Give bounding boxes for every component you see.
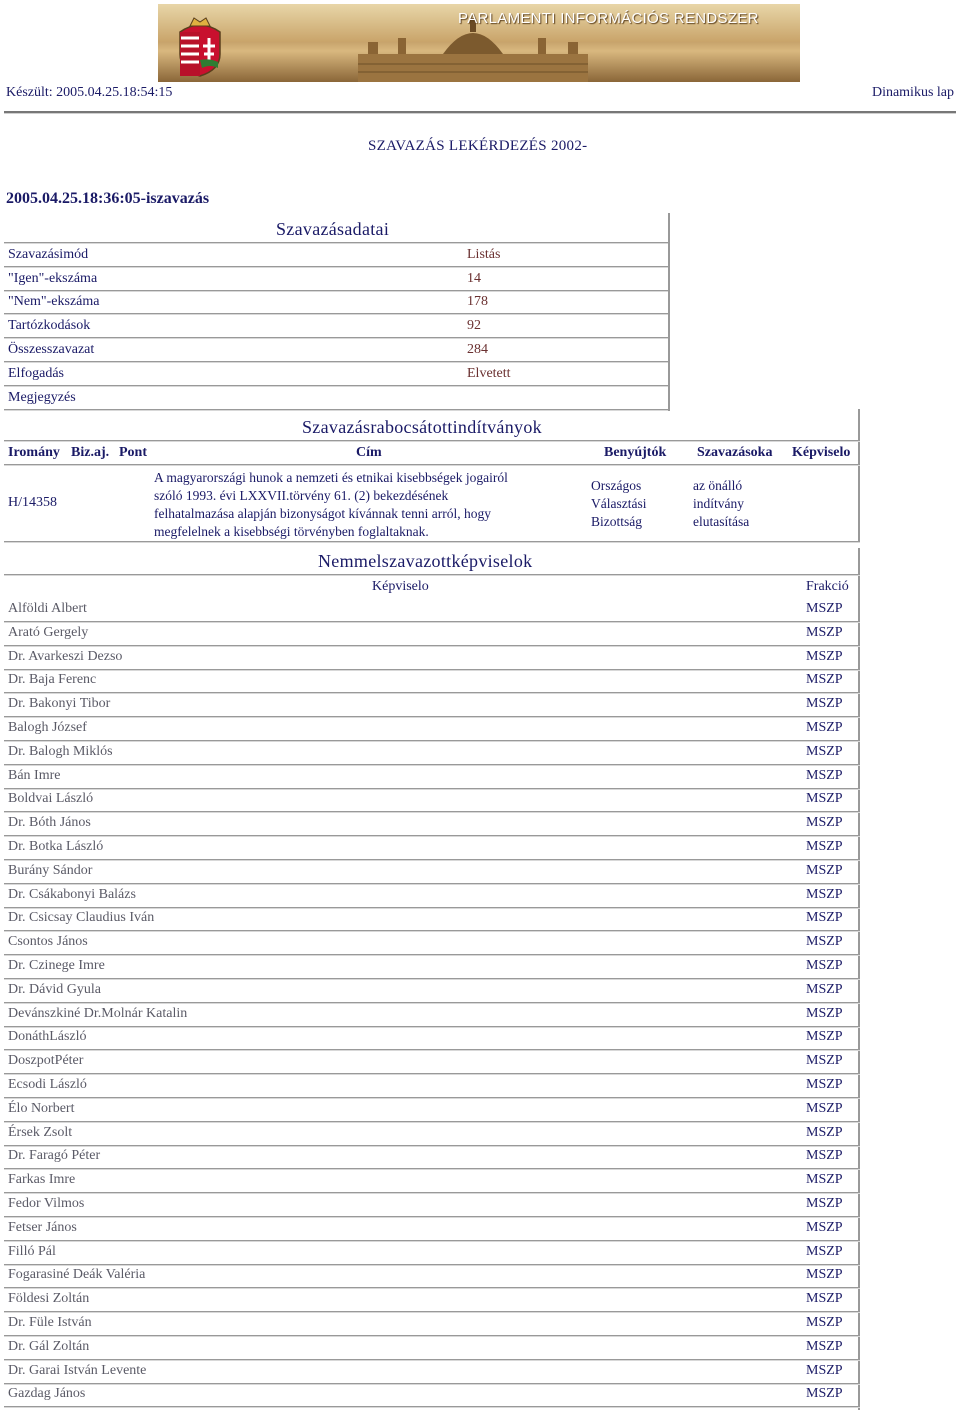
faction-label: MSZP [806,1291,843,1306]
row-divider [4,1049,860,1051]
row-divider [4,1406,860,1408]
vote-field-value: Elvetett [467,366,511,381]
vote-field-value: Listás [467,247,501,262]
faction-label: MSZP [806,1315,843,1330]
faction-label: MSZP [806,839,843,854]
representative-name[interactable]: Dr. Dávid Gyula [8,982,101,997]
faction-label: MSZP [806,934,843,949]
submitter-line: Országos [591,478,642,493]
faction-label: MSZP [806,1148,843,1163]
no-voters-title: Nemmelszavazottképviselok [318,551,533,571]
representative-name[interactable]: Bán Imre [8,768,61,783]
faction-label: MSZP [806,1006,843,1021]
representative-name[interactable]: Dr. Balogh Miklós [8,744,113,759]
row-divider [4,883,860,885]
vote-field-label: Tartózkodások [8,318,91,333]
row-divider [4,645,860,647]
col-cim: Cím [356,445,382,460]
site-banner [158,4,800,82]
faction-label: MSZP [806,744,843,759]
faction-label: MSZP [806,887,843,902]
vote-field-value: 178 [467,294,488,309]
vote-row-divider [4,385,668,387]
reason-line: indítvány [693,496,744,511]
no-voters-divider [4,574,860,576]
motions-header-top-line [4,440,860,442]
faction-label: MSZP [806,1220,843,1235]
vote-row-divider [4,361,668,363]
representative-name[interactable]: Arató Gergely [8,625,89,640]
col-kepviselo: Képviselo [792,445,851,460]
vote-row-divider [4,409,668,411]
representative-name[interactable]: Dr. Csicsay Claudius Iván [8,910,155,925]
submitter-line: Választási [591,496,647,511]
row-divider [4,1287,860,1289]
faction-label: MSZP [806,1053,843,1068]
banner-title: PARLAMENTI INFORMÁCIÓS RENDSZER [458,10,759,27]
faction-label: MSZP [806,1172,843,1187]
motions-header-bottom-line [4,464,860,466]
faction-label: MSZP [806,768,843,783]
row-divider [4,716,860,718]
row-divider [4,764,860,766]
faction-label: MSZP [806,958,843,973]
representative-name[interactable]: Dr. Faragó Péter [8,1148,101,1163]
representative-name[interactable]: Dr. Czinege Imre [8,958,105,973]
vote-data-title: Szavazásadatai [276,219,390,239]
reason-line: elutasítása [693,514,750,529]
representative-name[interactable]: DoszpotPéter [8,1053,84,1068]
representative-name[interactable]: Dr. Bóth János [8,815,91,830]
col-faction: Frakció [806,579,849,594]
motion-submitters [591,477,646,531]
faction-label: MSZP [806,910,843,925]
faction-label: MSZP [806,1363,843,1378]
reason-line: az önálló [693,478,743,493]
representative-name[interactable]: Balogh József [8,720,87,735]
row-divider [4,907,860,909]
representative-name[interactable]: Filló Pál [8,1244,56,1259]
faction-label: MSZP [806,863,843,878]
faction-label: MSZP [806,649,843,664]
col-benyujtok: Benyújtók [604,445,667,460]
row-divider [4,621,860,623]
motion-reason [693,477,749,531]
vote-field-label: Megjegyzés [8,390,76,405]
row-divider [4,978,860,980]
row-divider [4,1359,860,1361]
faction-label: MSZP [806,815,843,830]
faction-label: MSZP [806,601,843,616]
row-divider [4,1240,860,1242]
created-timestamp: Készült: 2005.04.25.18:54:15 [6,85,173,100]
parliament-building-icon [358,18,588,82]
representative-name[interactable]: Farkas Imre [8,1172,76,1187]
motions-bottom-line [4,541,860,543]
row-divider [4,1264,860,1266]
motions-table-right-border [858,409,860,543]
vote-row-divider [4,337,668,339]
submitter-line: Bizottság [591,514,642,529]
motion-title-line: A magyarországi hunok a nemzeti és etnikai kisebbségek jogairól [154,470,508,485]
vote-field-value: 14 [467,271,481,286]
faction-label: MSZP [806,1077,843,1092]
vote-row-divider [4,313,668,315]
vote-row-divider [4,266,668,268]
vote-field-label: "Igen"-ekszáma [8,271,98,286]
col-iromany: Iromány [8,445,60,460]
motion-title [154,469,508,541]
motion-iromany-link[interactable]: H/14358 [8,495,57,510]
representative-name[interactable]: Dr. Csákabonyi Balázs [8,887,136,902]
representative-name[interactable]: Gazdag János [8,1386,86,1401]
col-biz-aj: Biz.aj. [71,445,110,460]
representative-name[interactable]: Devánszkiné Dr.Molnár Katalin [8,1006,188,1021]
vote-table-right-border [668,213,670,411]
representative-name[interactable]: Boldvai László [8,791,94,806]
row-divider [4,692,860,694]
faction-label: MSZP [806,1196,843,1211]
row-divider [4,740,860,742]
col-representative: Képviselo [372,579,429,594]
row-divider [4,1383,860,1385]
vote-field-label: Elfogadás [8,366,64,381]
representative-name[interactable]: Dr. Avarkeszi Dezso [8,649,123,664]
faction-label: MSZP [806,1101,843,1116]
motion-title-line: szóló 1993. évi LXXVII.törvény 61. (2) bekezdésének [154,488,449,503]
representative-name[interactable]: Érsek Zsolt [8,1125,73,1140]
faction-label: MSZP [806,1029,843,1044]
col-szavazas-oka: Szavazásoka [697,445,773,460]
vote-field-value: 284 [467,342,488,357]
faction-label: MSZP [806,625,843,640]
representative-name[interactable]: Dr. Bakonyi Tibor [8,696,111,711]
row-divider [4,930,860,932]
representative-name[interactable]: Fedor Vilmos [8,1196,85,1211]
vote-row-divider [4,290,668,292]
dynamic-page-link[interactable]: Dinamikus lap [871,85,954,100]
row-divider [4,1026,860,1028]
faction-label: MSZP [806,791,843,806]
faction-label: MSZP [806,672,843,687]
representative-name[interactable]: Dr. Gál Zoltán [8,1339,90,1354]
row-divider [4,1002,860,1004]
header-separator [4,111,956,114]
vote-field-label: Szavazásimód [8,247,89,262]
vote-field-label: Összesszavazat [8,342,95,357]
page-title: SZAVAZÁS LEKÉRDEZÉS 2002- [368,138,588,154]
row-divider [4,1073,860,1075]
representative-name[interactable]: Csontos János [8,934,88,949]
row-divider [4,1097,860,1099]
representative-name[interactable]: Dr. Garai István Levente [8,1363,147,1378]
motion-title-line: felhatalmazása alapján bizonyságot kívánnak tenni arról, hogy [154,506,491,521]
row-divider [4,811,860,813]
motion-title-line: megfelelnek a kisebbségi törvényben foglaltaknak. [154,524,429,539]
vote-field-label: "Nem"-ekszáma [8,294,100,309]
faction-label: MSZP [806,1339,843,1354]
row-divider [4,1216,860,1218]
row-divider [4,954,860,956]
faction-label: MSZP [806,1267,843,1282]
faction-label: MSZP [806,1125,843,1140]
row-divider [4,1168,860,1170]
representative-name[interactable]: Élo Norbert [8,1101,75,1116]
faction-label: MSZP [806,1386,843,1401]
row-divider [4,669,860,671]
motions-title: Szavazásrabocsátottindítványok [302,417,542,437]
row-divider [4,1145,860,1147]
coat-of-arms-icon [172,14,228,78]
row-divider [4,788,860,790]
col-pont: Pont [119,445,147,460]
faction-label: MSZP [806,720,843,735]
row-divider [4,1121,860,1123]
row-divider [4,1335,860,1337]
representative-name[interactable]: Burány Sándor [8,863,93,878]
row-divider [4,835,860,837]
vote-table-divider [4,242,668,244]
row-divider [4,859,860,861]
representative-name[interactable]: Ecsodi László [8,1077,87,1092]
row-divider [4,1311,860,1313]
vote-id: 2005.04.25.18:36:05-iszavazás [6,190,210,207]
faction-label: MSZP [806,1244,843,1259]
representative-name[interactable]: Földesi Zoltán [8,1291,90,1306]
representative-name[interactable]: Dr. Botka László [8,839,104,854]
representative-name[interactable]: Fogarasiné Deák Valéria [8,1267,146,1282]
row-divider [4,1192,860,1194]
faction-label: MSZP [806,696,843,711]
representative-name[interactable]: DonáthLászló [8,1029,87,1044]
faction-label: MSZP [806,982,843,997]
vote-field-value: 92 [467,318,481,333]
representative-name[interactable]: Dr. Baja Ferenc [8,672,97,687]
representative-name[interactable]: Dr. Füle István [8,1315,92,1330]
representative-name[interactable]: Fetser János [8,1220,77,1235]
representative-name[interactable]: Alföldi Albert [8,601,87,616]
